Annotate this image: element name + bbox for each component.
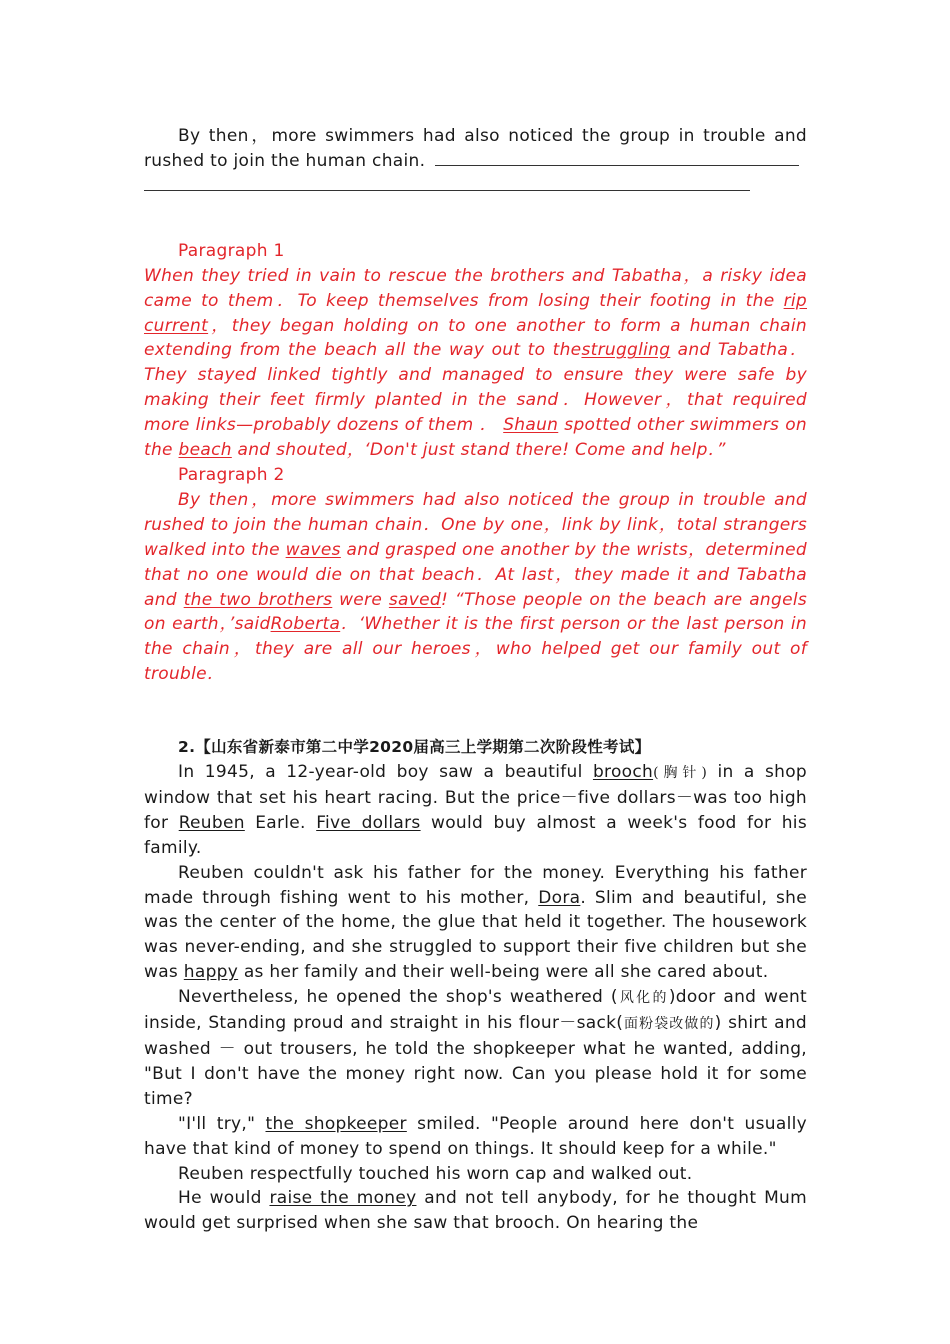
passage-paragraph-5: Reuben respectfully touched his worn cap and walked out. <box>178 1163 693 1184</box>
question-title: 2.【山东省新泰市第二中学2020届高三上学期第二次阶段性考试】 <box>178 738 651 757</box>
reading-passage <box>144 735 807 1236</box>
document-page <box>144 124 807 1236</box>
model-answer <box>144 239 807 687</box>
passage-paragraph-4: "I'll try," the shopkeeper smiled. "People around here don't usually have that kind of money to spend on things. It should keep for a while." <box>144 1113 807 1159</box>
answer-blank-line-2 <box>144 174 750 191</box>
passage-paragraph-2: Reuben couldn't ask his father for the money. Everything his father made through fishing went to his mother, Dora. Slim and beautiful, she was the center of the home, the glue that held it together. The housework was never-ending, and she struggled to support their five children but she was happy as her family and their well-being were all she cared about. <box>144 862 808 983</box>
paragraph-2-heading: Paragraph 2 <box>178 464 285 485</box>
passage-paragraph-6: He would raise the money and not tell anybody, for he thought Mum would get surprised when she saw that brooch. On hearing the <box>144 1188 807 1234</box>
intro-paragraph: By then，more swimmers had also noticed the group in trouble and rushed to join the human chain. <box>144 126 807 171</box>
paragraph-1-text: When they tried in vain to rescue the brothers and Tabatha，a risky idea came to them．To keep themselves from losing their footing in the rip current，they began holding on to one another to form a human chain extending from the beach all the way out to thestruggling and Tabatha．They stayed linked tightly and managed to ensure they were safe by making their feet firmly planted in the sand．However，that required more links—probably dozens of them ． Shaun spotted other swimmers on the beach and shouted，‘Don't just stand there! Come and help．” <box>144 265 807 461</box>
paragraph-1-heading: Paragraph 1 <box>178 240 285 261</box>
passage-paragraph-1: In 1945, a 12-year-old boy saw a beautiful brooch(胸针) in a shop window that set his heart racing. But the price－five dollars－was too high for Reuben Earle. Five dollars would buy almost a week's food for his family. <box>144 762 808 858</box>
answer-blank-line <box>435 149 799 166</box>
passage-paragraph-3: Nevertheless, he opened the shop's weathered (风化的)door and went inside, Standing proud and straight in his flour－sack(面粉袋改做的) shirt and washed － out trousers, he told the shopkeeper what he wanted, adding, "But I don't have the money right now. Can you please hold it for some time? <box>144 987 807 1109</box>
paragraph-2-text: By then，more swimmers had also noticed the group in trouble and rushed to join the human chain．One by one，link by link，total strangers walked into the waves and grasped one another by the wrists，determined that no one would die on that beach．At last，they made it and Tabatha and the two brothers were saved! “Those people on the beach are angels on earth，’saidRoberta．‘Whether it is the first person or the last person in the chain，they are all our heroes，who helped get our family out of trouble． <box>144 489 808 685</box>
